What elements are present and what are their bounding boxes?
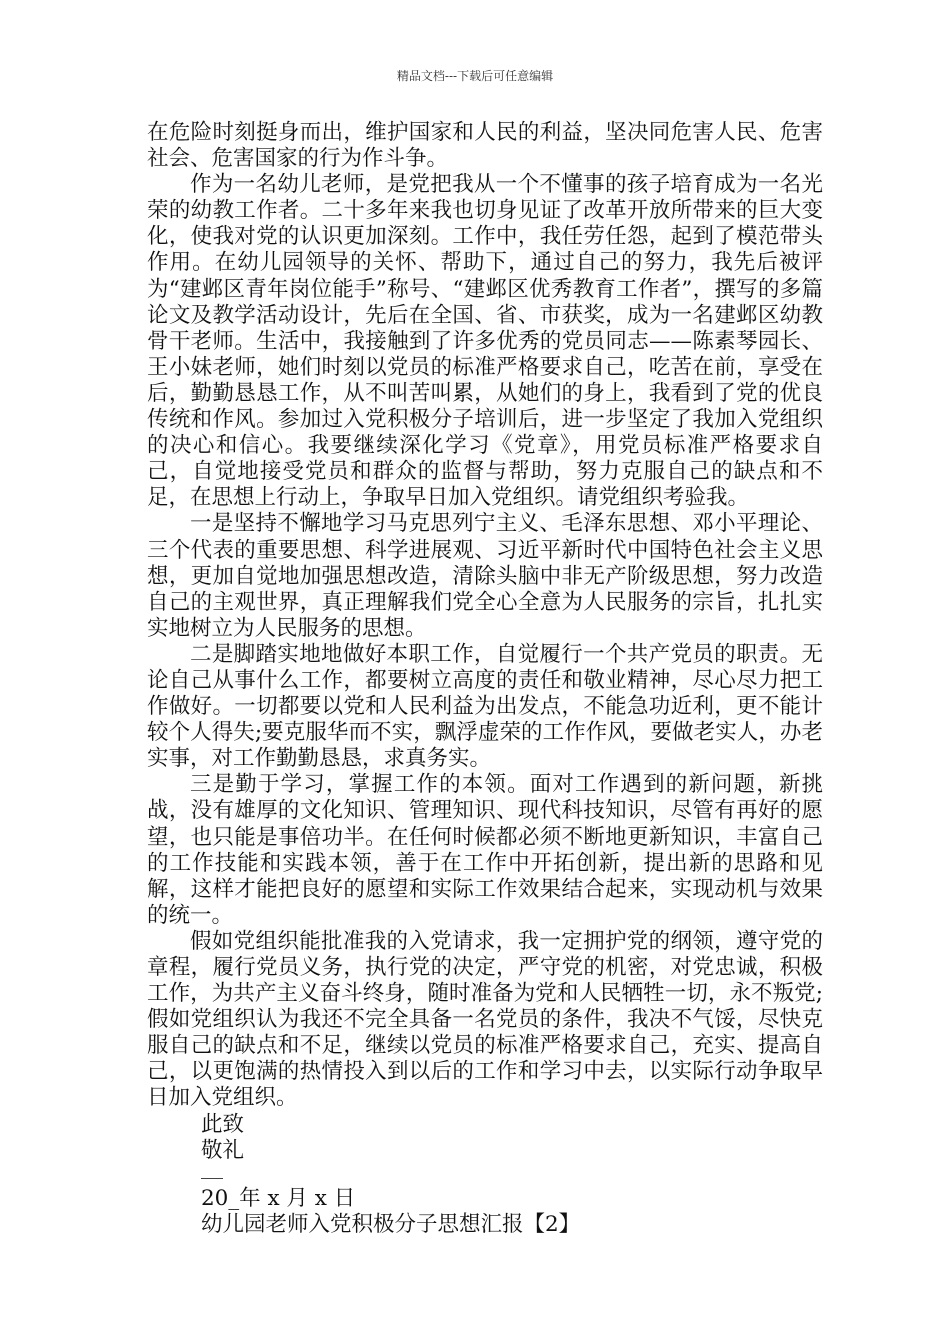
date-line: 20_年 x 月 x 日 — [201, 1185, 356, 1211]
paragraph: 一是坚持不懈地学习马克思列宁主义、毛泽东思想、邓小平理论、三个代表的重要思想、科学进展观、习近平新时代中国特色社会主义思想，更加自觉地加强思想改造，清除头脑中非无产阶级思想，努力改造自己的主观世界，真正理解我们党全心全意为人民服务的宗旨，扎扎实实地树立为人民服务的思想。 — [147, 511, 823, 641]
signature-blank-line — [147, 1164, 823, 1186]
paragraph: 三是勤于学习，掌握工作的本领。面对工作遇到的新问题，新挑战，没有雄厚的文化知识、管理知识、现代科技知识，尽管有再好的愿望，也只能是事倍功半。在任何时候都必须不断地更新知识，丰富自己的工作技能和实践本领，善于在工作中开拓创新，提出新的思路和见解，这样才能把良好的愿望和实际工作效果结合起来，实现动机与效果的统一。 — [147, 772, 823, 928]
paragraph: 假如党组织能批准我的入党请求，我一定拥护党的纲领，遵守党的章程，履行党员义务，执行党的决定，严守党的机密，对党忠诚，积极工作，为共产主义奋斗终身，随时准备为党和人民牺牲一切，永不叛党;假如党组织认为我还不完全具备一名党员的条件，我决不气馁，尽快克服自己的缺点和不足，继续以党员的标准严格要求自己，充实、提高自己，以更饱满的热情投入到以后的工作和学习中去，以实际行动争取早日加入党组织。 — [147, 928, 823, 1111]
paragraph: 二是脚踏实地地做好本职工作，自觉履行一个共产党员的职责。无论自己从事什么工作，都要树立高度的责任和敬业精神，尽心尽力把工作做好。一切都要以党和人民利益为出发点，不能急功近利，更不能计较个人得失;要克服华而不实，飘浮虚荣的工作作风，要做老实人，办老实事，对工作勤勤恳恳，求真务实。 — [147, 641, 823, 772]
page-header: 精品文档---下载后可任意编辑 — [396, 69, 554, 83]
next-section-title: 幼儿园老师入党积极分子思想汇报【2】 — [201, 1211, 581, 1237]
paragraph: 作为一名幼儿老师，是党把我从一个不懂事的孩子培育成为一名光荣的幼教工作者。二十多年来我也切身见证了改革开放所带来的巨大变化，使我对党的认识更加深刻。工作中，我任劳任怨，起到了模范带头作用。在幼儿园领导的关怀、帮助下，通过自己的努力，我先后被评为“建邺区青年岗位能手”称号、“建邺区优秀教育工作者”，撰写的多篇论文及教学活动设计，先后在全国、省、市获奖，成为一名建邺区幼教骨干老师。生活中，我接触到了许多优秀的党员同志——陈素琴园长、王小妹老师，她们时刻以党员的标准严格要求自己，吃苦在前，享受在后，勤勤恳恳工作，从不叫苦叫累，从她们的身上，我看到了党的优良传统和作风。参加过入党积极分子培训后，进一步坚定了我加入党组织的决心和信心。我要继续深化学习《党章》，用党员标准严格要求自己，自觉地接受党员和群众的监督与帮助，努力克服自己的缺点和不足，在思想上行动上，争取早日加入党组织。请党组织考验我。 — [147, 172, 823, 511]
document-body — [147, 120, 823, 1238]
salutation-line-1: 此致 — [201, 1111, 245, 1137]
paragraph-continued: 在危险时刻挺身而出，维护国家和人民的利益，坚决同危害人民、危害社会、危害国家的行为作斗争。 — [147, 120, 823, 172]
salutation-line-2: 敬礼 — [201, 1137, 245, 1163]
